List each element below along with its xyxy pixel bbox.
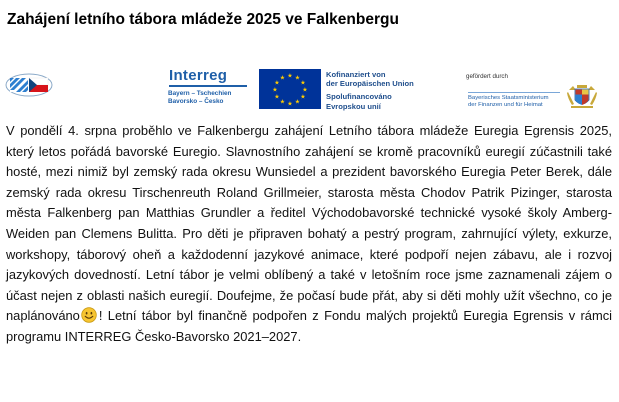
ministry-logo-text: [468, 92, 564, 109]
svg-text:★: ★: [300, 93, 306, 101]
article-paragraph-part-1: V pondělí 4. srpna proběhlo ve Falkenbergu zahájení Letního tábora mládeže Euregia Egrensis 2025, který letos pořádá bavorské Euregio. Slavnostního zahájení se kromě pracovníků euregií zúčastnili také hosté, mezi nimiž byl zemský rada okresu Wunsiedel a prezident bavorského Euregia Peter Berek, dále zemský rada okresu Tirschenreuth Roland Grillmeier, starosta města Chodov Patrik Pizinger, starosta města Falkenberg pan Matthias Grundler a ředitel Východobavorské technické vysoké školy Amberg-Weiden pan Clemens Bulitta. Pro děti je připraven bohatý a pestrý program, zahrnující výlety, exkurze, workshopy, táborový oheň a každodenní jazykové animace, které podpoří nejen zábavu, ale i rozvoj jazykových dovedností. Letní tábor je velmi oblíbený a také v letošním roce jsme zaznamenali zájem o účast nejen z oblasti našich euregií. Doufejme, že počasí bude přát, aby si děti mohly užít všechno, co je naplánováno: [6, 123, 612, 324]
svg-text:★: ★: [272, 86, 278, 94]
svg-text:★: ★: [274, 93, 280, 101]
article-body: [6, 121, 612, 348]
eu-cofinancing-text: [326, 70, 456, 111]
bavarian-crest-icon: [565, 84, 599, 110]
svg-text:★: ★: [279, 74, 286, 82]
ministry-line-2: der Finanzen und für Heimat: [468, 102, 543, 108]
article-paragraph-part-2: ! Letní tábor byl finančně podpořen z Fondu malých projektů Euregia Egrensis v rámci programu INTERREG Česko-Bavorsko 2021–2027.: [6, 308, 612, 344]
interreg-brand: Interreg: [169, 67, 228, 84]
bavaria-czech-flags-icon: [5, 73, 53, 97]
interreg-sub-de: Bayern – Tschechien: [168, 90, 232, 97]
ministry-line-1: Bayerisches Staatsministerium: [468, 95, 549, 101]
funded-by-label: gefördert durch: [466, 73, 508, 80]
svg-text:★: ★: [279, 98, 286, 106]
smiley-emoji-icon: [81, 307, 97, 323]
eu-line-4: Evropskou unií: [326, 101, 381, 111]
interreg-logo: [165, 67, 253, 109]
ministry-divider: [468, 92, 560, 93]
svg-text:★: ★: [300, 79, 306, 87]
svg-text:★: ★: [274, 79, 280, 87]
svg-text:★: ★: [287, 100, 293, 108]
eu-line-1: Kofinanziert von: [326, 70, 386, 79]
logo-strip: [0, 66, 619, 114]
svg-text:★: ★: [287, 72, 293, 80]
eu-line-2: der Europäischen Union: [326, 79, 414, 89]
svg-text:★: ★: [302, 86, 308, 94]
interreg-sub-cz: Bavorsko – Česko: [168, 98, 224, 105]
svg-text:★: ★: [294, 98, 301, 106]
interreg-underline: [169, 85, 247, 87]
eu-flag-icon: [259, 69, 321, 109]
page-title: Zahájení letního tábora mládeže 2025 ve Falkenbergu: [7, 11, 399, 28]
svg-text:★: ★: [294, 74, 301, 82]
eu-line-3: Spolufinancováno: [326, 92, 392, 102]
